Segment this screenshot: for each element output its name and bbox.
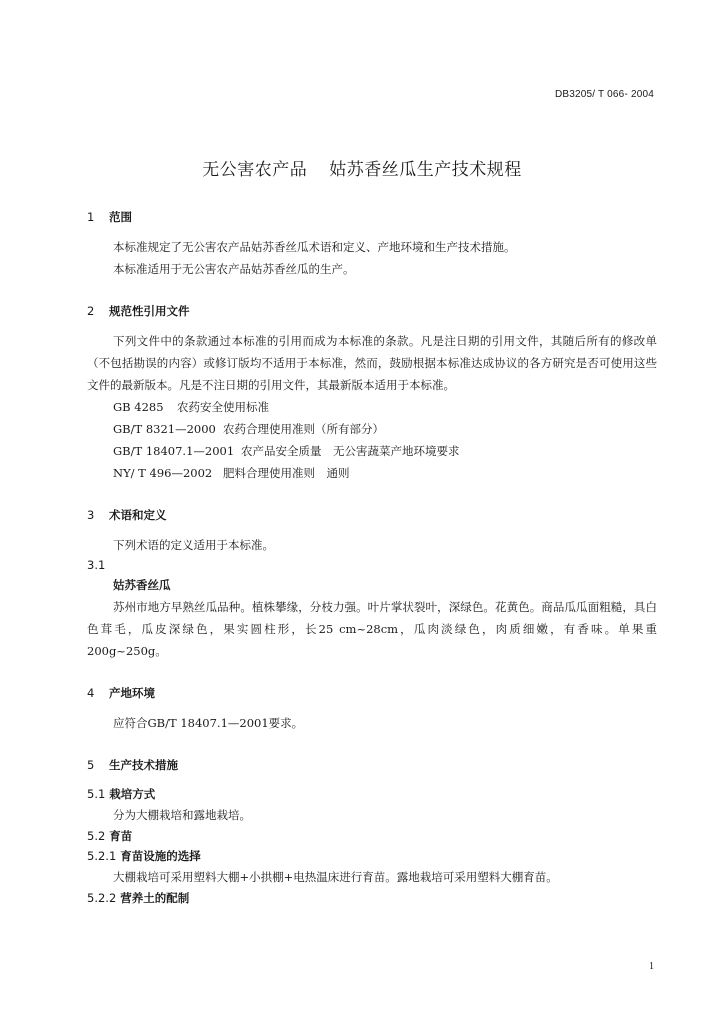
section-title: 产地环境 (109, 686, 155, 700)
section-1-paragraph-2: 本标准适用于无公害农产品姑苏香丝瓜的生产。 (113, 262, 355, 276)
section-title: 范围 (109, 210, 132, 224)
title-part-1: 无公害农产品 (202, 160, 308, 180)
section-number: 3 (87, 508, 95, 522)
page-number: 1 (649, 961, 654, 972)
section-4-paragraph: 应符合GB/T 18407.1—2001要求。 (113, 716, 304, 730)
subsection-5-1-text: 分为大棚栽培和露地栽培。 (113, 808, 251, 822)
section-title: 术语和定义 (109, 508, 167, 522)
reference-item (87, 462, 657, 484)
section-number: 4 (87, 686, 95, 700)
section-1-heading (87, 206, 657, 228)
subsection-number: 5.1 (87, 787, 106, 801)
subsection-5-1-heading (87, 784, 657, 804)
reference-item (87, 396, 657, 418)
section-title: 生产技术措施 (109, 758, 178, 772)
reference-item (87, 440, 657, 462)
subsection-title: 栽培方式 (109, 787, 156, 801)
reference-code: NY/ T 496—2002 (113, 466, 213, 480)
document-code: DB3205/ T 066- 2004 (554, 89, 654, 100)
reference-item (87, 418, 657, 440)
subsection-5-2-1-text: 大棚栽培可采用塑料大棚+小拱棚+电热温床进行育苗。露地栽培可采用塑料大棚育苗。 (113, 870, 558, 884)
reference-title: 肥料合理使用准则 通则 (223, 466, 350, 480)
reference-title: 农药合理使用准则（所有部分） (223, 422, 384, 436)
subsection-number: 5.2.1 (87, 849, 117, 863)
subsection-5-2-2-heading (87, 888, 657, 908)
reference-code: GB/T 18407.1—2001 (113, 444, 235, 458)
term-number: 3.1 (87, 558, 106, 572)
reference-title: 农产品安全质量 无公害蔬菜产地环境要求 (241, 444, 460, 458)
section-2-intro: 下列文件中的条款通过本标准的引用而成为本标准的条款。凡是注日期的引用文件，其随后所有的修改单（不包括勘误的内容）或修订版均不适用于本标准，然而，鼓励根据本标准达成协议的各方研究是否可使用这些文件的最新版本。凡是不注日期的引用文件，其最新版本适用于本标准。 (87, 334, 657, 392)
document-title (0, 155, 724, 180)
title-part-2: 姑苏香丝瓜生产技术规程 (329, 160, 522, 180)
term-name: 姑苏香丝瓜 (113, 578, 171, 592)
subsection-5-2-1-heading (87, 846, 657, 866)
section-number: 1 (87, 210, 95, 224)
subsection-5-2-heading (87, 826, 657, 846)
subsection-title: 育苗 (109, 829, 133, 843)
section-2-heading (87, 300, 657, 322)
section-number: 2 (87, 304, 95, 318)
subsection-number: 5.2 (87, 829, 106, 843)
section-3-intro: 下列术语的定义适用于本标准。 (113, 538, 274, 552)
reference-code: GB 4285 (113, 400, 164, 414)
term-definition: 苏州市地方早熟丝瓜品种。植株攀缘，分枝力强。叶片掌状裂叶，深绿色。花黄色。商品瓜瓜面粗糙，具白色茸毛，瓜皮深绿色，果实圆柱形，长25 cm~28cm，瓜肉淡绿色，肉质细嫩，有香味。单果重200g~250g。 (87, 600, 657, 658)
section-4-heading (87, 682, 657, 704)
reference-title: 农药安全使用标准 (177, 400, 269, 414)
section-1-paragraph-1: 本标准规定了无公害农产品姑苏香丝瓜术语和定义、产地环境和生产技术措施。 (113, 240, 516, 254)
section-title: 规范性引用文件 (109, 304, 190, 318)
reference-code: GB/T 8321—2000 (113, 422, 216, 436)
subsection-title: 营养土的配制 (120, 891, 190, 905)
section-number: 5 (87, 758, 95, 772)
section-3-heading (87, 504, 657, 526)
section-5-heading (87, 754, 657, 776)
subsection-title: 育苗设施的选择 (120, 849, 201, 863)
subsection-number: 5.2.2 (87, 891, 117, 905)
document-body (87, 206, 657, 908)
